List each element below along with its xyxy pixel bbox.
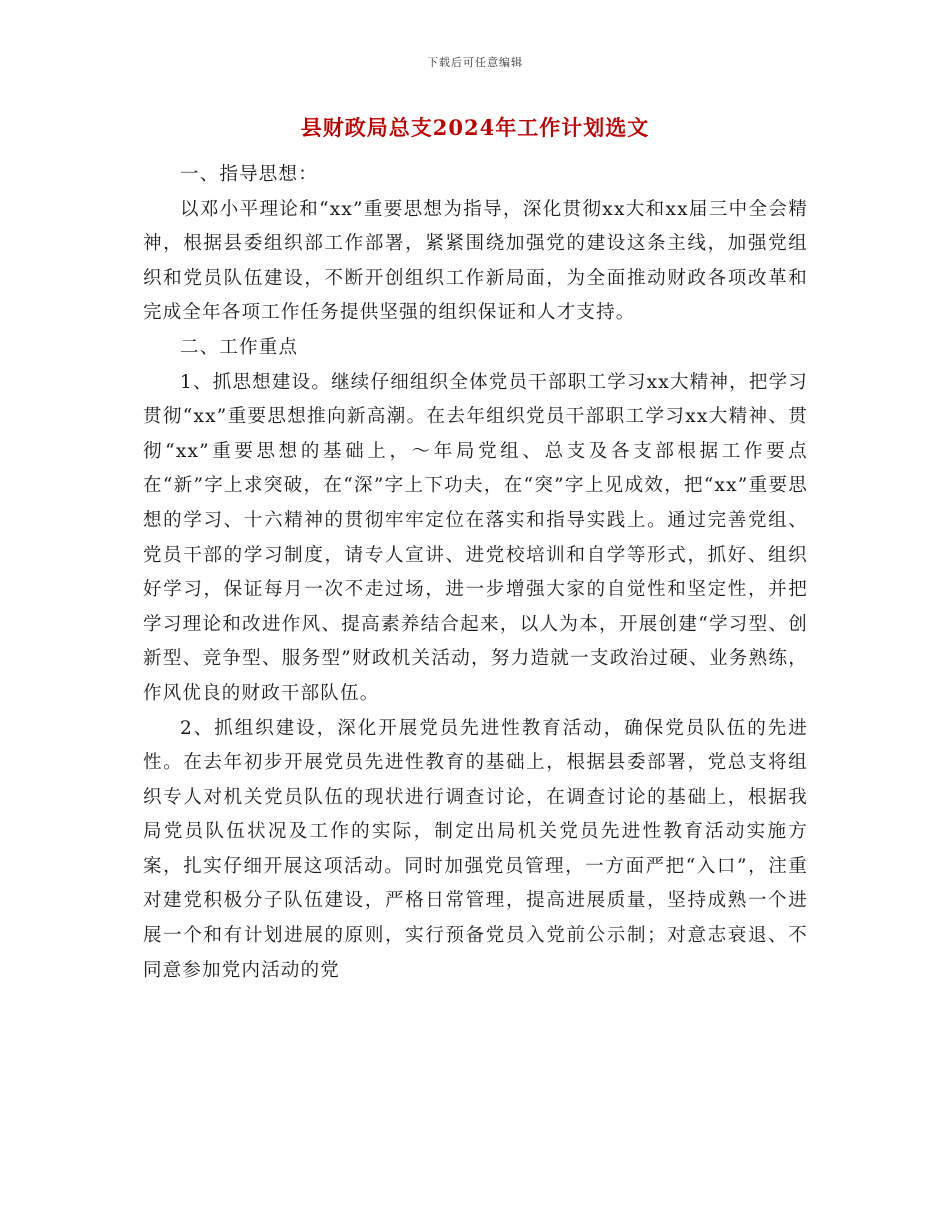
paragraph-ideology: 1、抓思想建设。继续仔细组织全体党员干部职工学习xx大精神，把学习贯彻“xx”重要思想推向新高潮。在去年组织党员干部职工学习xx大精神、贯彻“xx”重要思想的基础上，～年局党组、总支及各支部根据工作要点在“新”字上求突破，在“深”字上下功夫，在“突”字上见成效，把“xx”重要思想的学习、十六精神的贯彻牢牢定位在落实和指导实践上。通过完善党组、党员干部的学习制度，请专人宣讲、进党校培训和自学等形式，抓好、组织好学习，保证每月一次不走过场，进一步增强大家的自觉性和坚定性，并把学习理论和改进作风、提高素养结合起来，以人为本，开展创建“学习型、创新型、竞争型、服务型”财政机关活动，努力造就一支政治过硬、业务熟练，作风优良的财政干部队伍。 (143, 371, 808, 704)
document-title: 县财政局总支2024年工作计划选文 (300, 115, 650, 140)
document-body (143, 158, 808, 988)
header-note: 下载后可任意编辑 (427, 56, 523, 69)
paragraph-guiding-text: 以邓小平理论和“xx”重要思想为指导，深化贯彻xx大和xx届三中全会精神，根据县委组织部工作部署，紧紧围绕加强党的建设这条主线，加强党组织和党员队伍建设，不断开创组织工作新局面，为全面推动财政各项改革和完成全年各项工作任务提供坚强的组织保证和人才支持。 (143, 198, 808, 324)
paragraph-organization: 2、抓组织建设，深化开展党员先进性教育活动，确保党员队伍的先进性。在去年初步开展党员先进性教育的基础上，根据县委部署，党总支将组织专人对机关党员队伍的现状进行调查讨论，在调查讨论的基础上，根据我局党员队伍状况及工作的实际，制定出局机关党员先进性教育活动实施方案，扎实仔细开展这项活动。同时加强党员管理，一方面严把“入口”，注重对建党积极分子队伍建设，严格日常管理，提高进展质量，坚持成熟一个进展一个和有计划进展的原则，实行预备党员入党前公示制；对意志衰退、不同意参加党内活动的党 (143, 717, 808, 981)
paragraph-focus-heading: 二、工作重点 (180, 336, 299, 358)
paragraph-guiding-heading: 一、指导思想： (180, 164, 318, 185)
